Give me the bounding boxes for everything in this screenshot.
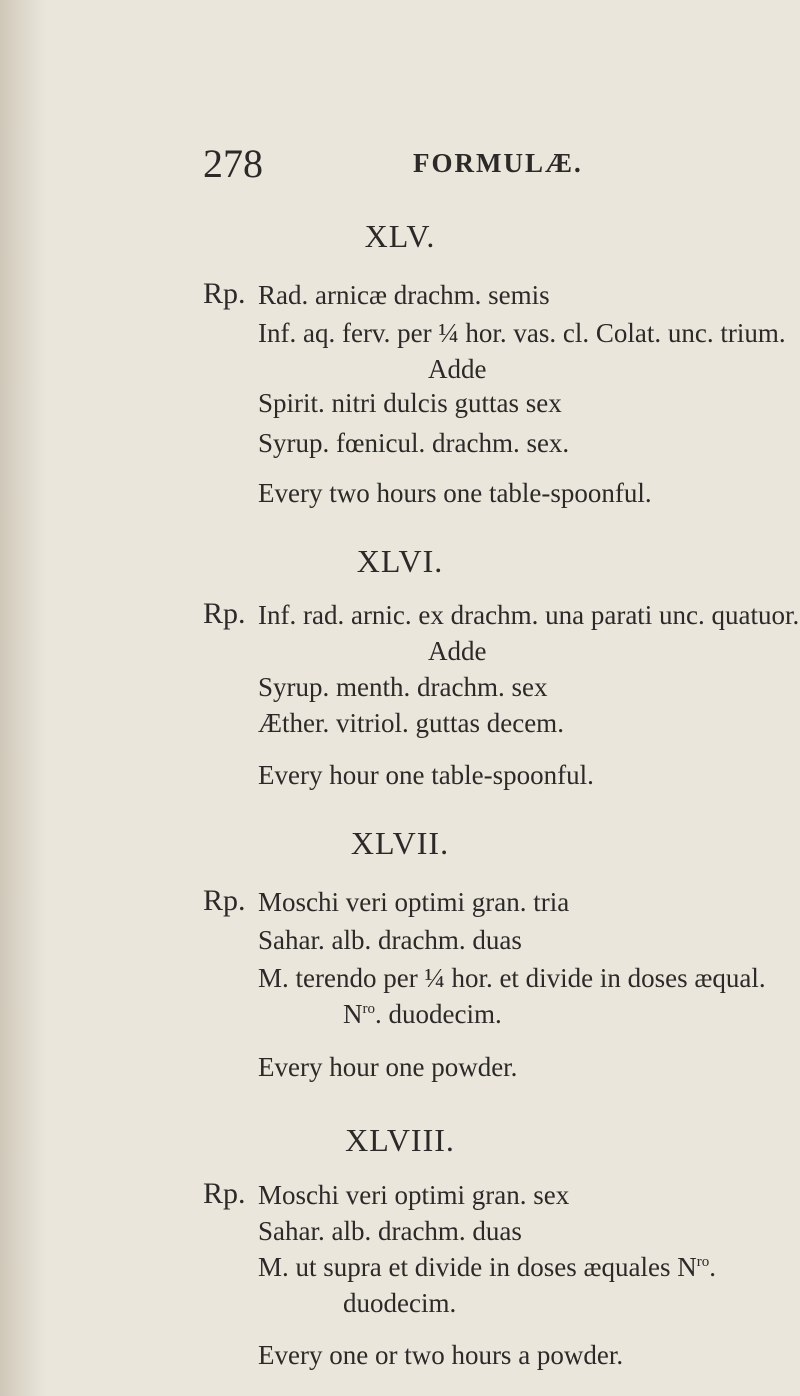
page-header (0, 140, 800, 190)
section-title: XLVI. (356, 543, 444, 579)
page-edge-shadow (0, 0, 46, 1396)
ingredient-line: Syrup. menth. drachm. sex (258, 672, 548, 702)
adde-line: Adde (428, 354, 487, 384)
ingredient-line: Sahar. alb. drachm. duas (258, 1216, 522, 1246)
section-title: XLV. (364, 218, 436, 254)
ingredient-line: Æther. vitriol. guttas decem. (258, 708, 564, 738)
ingredient-line: Syrup. fœnicul. drachm. sex. (258, 428, 570, 458)
page-number: 278 (203, 141, 263, 186)
recipe-symbol: Rp. (203, 277, 246, 310)
recipe-symbol: Rp. (203, 884, 246, 917)
direction-line: Every two hours one table-spoonful. (258, 478, 652, 508)
recipe-symbol: Rp. (203, 597, 246, 630)
ingredient-line: Spirit. nitri dulcis guttas sex (258, 388, 562, 418)
adde-line: Adde (428, 636, 487, 666)
recipe-symbol: Rp. (203, 1177, 246, 1210)
ingredient-line: Moschi veri optimi gran. sex (258, 1180, 570, 1210)
direction-line: Every hour one table-spoonful. (258, 760, 594, 790)
instruction-line: M. terendo per ¼ hor. et divide in doses æqual. (258, 963, 766, 993)
ingredient-line: Inf. rad. arnic. ex drachm. una parati unc. quatuor. (258, 600, 800, 630)
ingredient-line: Inf. aq. ferv. per ¼ hor. vas. cl. Colat. unc. trium. (258, 318, 786, 348)
ingredient-line: Sahar. alb. drachm. duas (258, 925, 522, 955)
section-title: XLVII. (350, 825, 450, 861)
section-title: XLVIII. (345, 1122, 455, 1158)
instruction-line-continued: $N^{ro}$. duodecim. (343, 999, 502, 1029)
ingredient-line: Moschi veri optimi gran. tria (258, 887, 570, 917)
running-head: FORMULÆ. (413, 148, 583, 178)
instruction-line: M. ut supra et divide in doses æquales $N^{ro}$. (258, 1252, 716, 1282)
instruction-line-continued: duodecim. (343, 1288, 457, 1318)
direction-line: Every hour one powder. (258, 1052, 518, 1082)
ingredient-line: Rad. arnicæ drachm. semis (258, 280, 550, 310)
direction-line: Every one or two hours a powder. (258, 1340, 624, 1370)
